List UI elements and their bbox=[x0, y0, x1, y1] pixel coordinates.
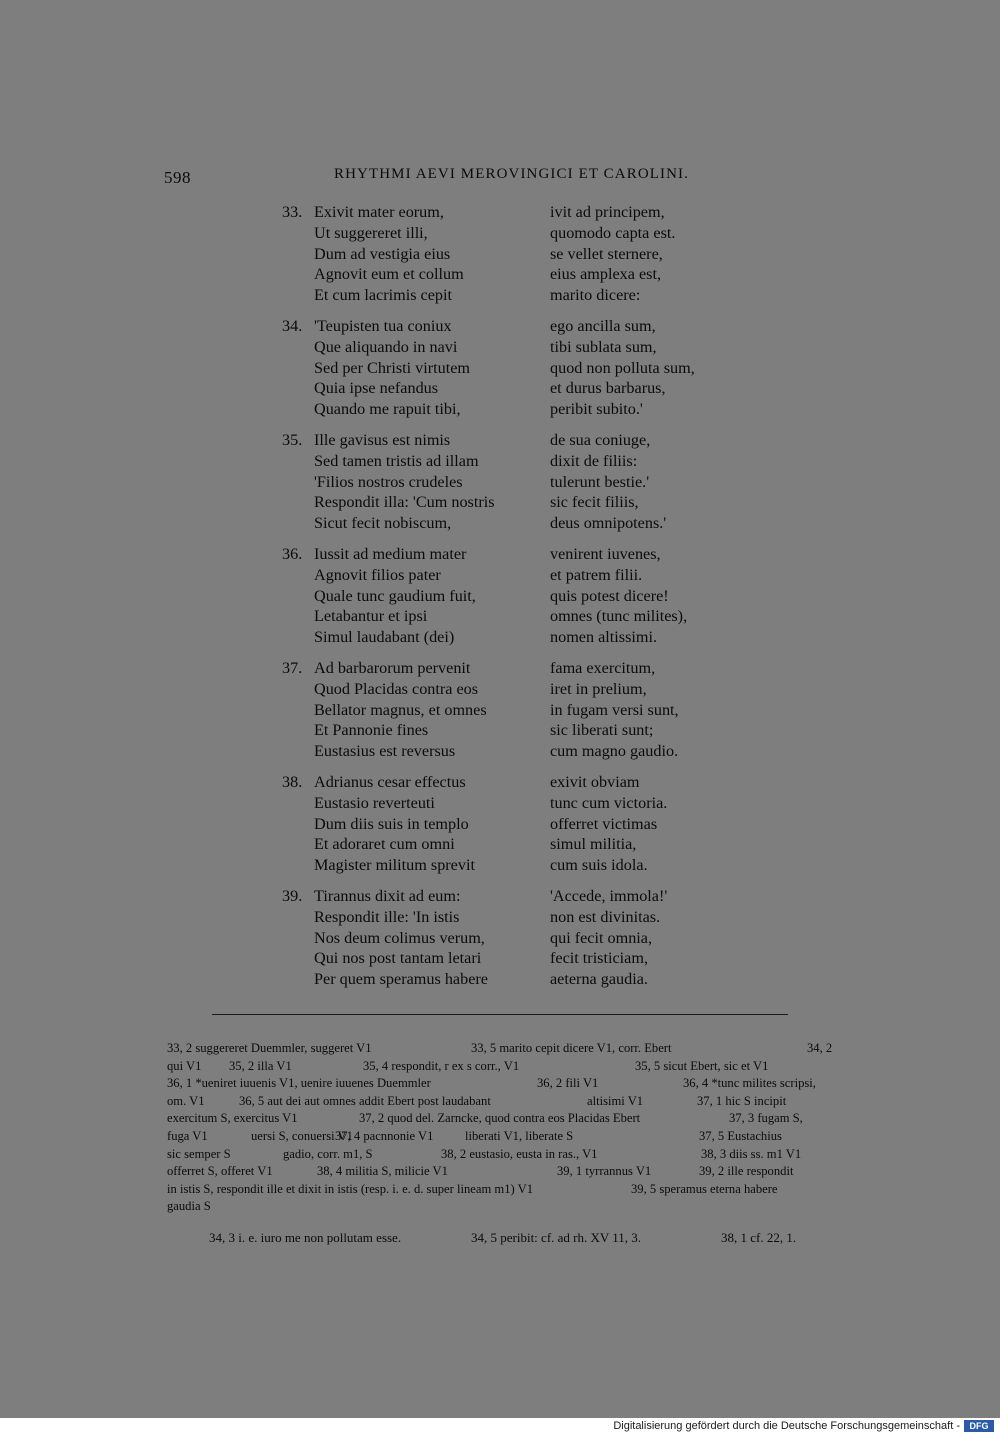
verse-first-half: Et Pannonie fines bbox=[314, 721, 429, 740]
apparatus-entry: liberati V1, liberate S bbox=[465, 1128, 574, 1143]
verse-first-half: Tirannus dixit ad eum: bbox=[314, 886, 461, 905]
apparatus-entry: 37, 3 fugam S, bbox=[729, 1111, 803, 1126]
stanza bbox=[278, 430, 758, 534]
apparatus-line bbox=[167, 1058, 839, 1076]
verse-second-half: cum magno gaudio. bbox=[550, 742, 679, 761]
verse-second-half: venirent iuvenes, bbox=[550, 544, 661, 563]
verse-first-half: Qui nos post tantam letari bbox=[314, 949, 482, 968]
verse-second-half: omnes (tunc milites), bbox=[550, 607, 688, 626]
verse-first-half: Quia ipse nefandus bbox=[314, 379, 439, 398]
verse-first-half: 'Filios nostros crudeles bbox=[314, 472, 463, 491]
verse-first-half: Eustasio reverteuti bbox=[314, 793, 435, 812]
verse-line bbox=[278, 741, 758, 762]
apparatus-entry: fuga V1 bbox=[167, 1128, 208, 1143]
verse-line bbox=[278, 337, 758, 358]
verse-first-half: Exivit mater eorum, bbox=[314, 203, 444, 221]
verse-line bbox=[278, 358, 758, 379]
verse-second-half: marito dicere: bbox=[550, 286, 641, 305]
verse-second-half: in fugam versi sunt, bbox=[550, 700, 679, 719]
apparatus-entry: 36, 5 aut dei aut omnes addit Ebert post laudabant bbox=[239, 1093, 491, 1108]
apparatus-entry: altisimi V1 bbox=[587, 1093, 644, 1108]
apparatus-entry: 36, 2 fili V1 bbox=[537, 1076, 599, 1091]
verse-first-half: Nos deum colimus verum, bbox=[314, 928, 485, 947]
verse-first-half: Sicut fecit nobiscum, bbox=[314, 514, 452, 533]
apparatus-line bbox=[167, 1181, 839, 1199]
verse-second-half: iret in prelium, bbox=[550, 679, 647, 698]
stanza bbox=[278, 202, 758, 306]
verse-first-half: Respondit illa: 'Cum nostris bbox=[314, 493, 495, 512]
apparatus-line bbox=[167, 1146, 839, 1164]
page-number: 598 bbox=[164, 168, 191, 187]
apparatus-entry: 37, 2 quod del. Zarncke, quod contra eos Placidas Ebert bbox=[359, 1111, 641, 1126]
verse-first-half: Bellator magnus, et omnes bbox=[314, 700, 487, 719]
commentary-notes bbox=[209, 1230, 829, 1247]
apparatus-line bbox=[167, 1110, 839, 1128]
verse-line bbox=[278, 264, 758, 285]
verse-line bbox=[278, 793, 758, 814]
dfg-logo: DFG bbox=[964, 1420, 994, 1432]
note: 34, 3 i. e. iuro me non pollutam esse. bbox=[209, 1230, 402, 1245]
verse-line bbox=[278, 928, 758, 949]
note: 38, 1 cf. 22, 1. bbox=[721, 1230, 797, 1245]
verse-line bbox=[278, 244, 758, 265]
verse-line bbox=[278, 202, 758, 223]
verse-second-half: sic fecit filiis, bbox=[550, 493, 639, 512]
apparatus-entry: 36, 1 *ueniret iuuenis V1, uenire iuuenes Duemmler bbox=[167, 1076, 431, 1091]
apparatus-entry: 37, 4 pacnnonie V1 bbox=[335, 1128, 434, 1143]
apparatus-line bbox=[167, 1198, 839, 1216]
verse-line bbox=[278, 513, 758, 534]
poem-text bbox=[278, 202, 758, 1000]
verse-line bbox=[278, 834, 758, 855]
verse-second-half: quod non polluta sum, bbox=[550, 358, 695, 377]
stanza-number: 37. bbox=[282, 658, 303, 677]
verse-first-half: Que aliquando in navi bbox=[314, 337, 458, 356]
verse-second-half: se vellet sternere, bbox=[550, 244, 663, 263]
verse-second-half: nomen altissimi. bbox=[550, 628, 658, 647]
running-title: RHYTHMI AEVI MEROVINGICI ET CAROLINI. bbox=[334, 166, 689, 182]
verse-second-half: peribit subito.' bbox=[550, 400, 643, 419]
verse-second-half: non est divinitas. bbox=[550, 907, 661, 926]
verse-second-half: offerret victimas bbox=[550, 814, 658, 833]
verse-first-half: Quale tunc gaudium fuit, bbox=[314, 586, 476, 605]
apparatus-line bbox=[167, 1040, 839, 1058]
stanza-number: 38. bbox=[282, 772, 303, 791]
stanza bbox=[278, 544, 758, 648]
verse-line bbox=[278, 223, 758, 244]
verse-line bbox=[278, 378, 758, 399]
verse-first-half: Dum diis suis in templo bbox=[314, 814, 469, 833]
apparatus-entry: 38, 2 eustasio, eusta in ras., V1 bbox=[441, 1146, 598, 1161]
verse-line bbox=[278, 399, 758, 420]
stanza bbox=[278, 316, 758, 420]
apparatus-line bbox=[167, 1163, 839, 1181]
verse-line bbox=[278, 886, 758, 907]
verse-first-half: Ad barbarorum pervenit bbox=[314, 658, 471, 677]
verse-second-half: simul militia, bbox=[550, 835, 637, 854]
verse-line bbox=[278, 285, 758, 306]
verse-line bbox=[278, 316, 758, 337]
verse-first-half: Magister militum sprevit bbox=[314, 856, 475, 875]
verse-second-half: de sua coniuge, bbox=[550, 430, 651, 449]
apparatus-line bbox=[167, 1093, 839, 1111]
verse-line bbox=[278, 492, 758, 513]
verse-second-half: cum suis idola. bbox=[550, 856, 648, 875]
apparatus-entry: 35, 2 illa V1 bbox=[229, 1058, 292, 1073]
verse-line bbox=[278, 907, 758, 928]
verse-line bbox=[278, 969, 758, 990]
apparatus-entry: 37, 1 hic S incipit bbox=[697, 1093, 787, 1108]
apparatus-entry: om. V1 bbox=[167, 1093, 205, 1108]
verse-line bbox=[278, 472, 758, 493]
verse-second-half: aeterna gaudia. bbox=[550, 970, 648, 989]
verse-first-half: Agnovit eum et collum bbox=[314, 265, 464, 284]
verse-first-half: Ut suggereret illi, bbox=[314, 223, 428, 242]
apparatus-entry: gaudia S bbox=[167, 1199, 211, 1214]
stanza-number: 34. bbox=[282, 316, 303, 335]
verse-first-half: 'Teupisten tua coniux bbox=[314, 316, 452, 335]
verse-line bbox=[278, 948, 758, 969]
verse-second-half: 'Accede, immola!' bbox=[550, 886, 668, 905]
verse-line bbox=[278, 430, 758, 451]
apparatus-entry: 38, 3 diis ss. m1 V1 bbox=[701, 1146, 802, 1161]
apparatus-entry: 37, 5 Eustachius bbox=[699, 1128, 782, 1143]
verse-line bbox=[278, 855, 758, 876]
apparatus-entry: 39, 2 ille respondit bbox=[699, 1164, 794, 1179]
verse-first-half: Ille gavisus est nimis bbox=[314, 430, 451, 449]
verse-line bbox=[278, 606, 758, 627]
apparatus-entry: 34, 2 bbox=[807, 1041, 833, 1055]
apparatus-entry: 36, 4 *tunc milites scripsi, bbox=[683, 1076, 816, 1091]
verse-line bbox=[278, 586, 758, 607]
verse-second-half: deus omnipotens.' bbox=[550, 514, 667, 533]
verse-line bbox=[278, 772, 758, 793]
apparatus-entry: offerret S, offeret V1 bbox=[167, 1164, 273, 1179]
apparatus-entry: exercitum S, exercitus V1 bbox=[167, 1111, 298, 1126]
apparatus-entry: 33, 2 suggereret Duemmler, suggeret V1 bbox=[167, 1041, 372, 1055]
note: 34, 5 peribit: cf. ad rh. XV 11, 3. bbox=[471, 1230, 642, 1245]
verse-first-half: Quod Placidas contra eos bbox=[314, 679, 479, 698]
verse-second-half: ivit ad principem, bbox=[550, 203, 665, 221]
verse-first-half: Agnovit filios pater bbox=[314, 565, 441, 584]
apparatus-entry: qui V1 bbox=[167, 1058, 202, 1073]
apparatus-entry: sic semper S bbox=[167, 1146, 231, 1161]
stanza-number: 36. bbox=[282, 544, 303, 563]
apparatus-entry: 39, 5 speramus eterna habere bbox=[631, 1181, 778, 1196]
verse-line bbox=[278, 814, 758, 835]
verse-first-half: Sed tamen tristis ad illam bbox=[314, 451, 479, 470]
verse-first-half: Eustasius est reversus bbox=[314, 742, 456, 761]
stanza-number: 33. bbox=[282, 203, 303, 221]
verse-second-half: et durus barbarus, bbox=[550, 379, 666, 398]
verse-first-half: Dum ad vestigia eius bbox=[314, 244, 451, 263]
stanza bbox=[278, 886, 758, 990]
funding-credit: Digitalisierung gefördert durch die Deutsche Forschungsgemeinschaft - bbox=[613, 1420, 960, 1432]
apparatus-entry: uersi S, conuersi V1 bbox=[251, 1128, 353, 1143]
apparatus-entry: 38, 4 militia S, milicie V1 bbox=[317, 1164, 448, 1179]
apparatus-entry: 35, 5 sicut Ebert, sic et V1 bbox=[635, 1058, 769, 1073]
verse-second-half: exivit obviam bbox=[550, 772, 640, 791]
verse-second-half: fecit tristiciam, bbox=[550, 949, 648, 968]
verse-first-half: Simul laudabant (dei) bbox=[314, 628, 455, 647]
apparatus-entry: 33, 5 marito cepit dicere V1, corr. Ebert bbox=[471, 1041, 672, 1055]
verse-line bbox=[278, 700, 758, 721]
verse-first-half: Letabantur et ipsi bbox=[314, 607, 428, 626]
verse-second-half: quomodo capta est. bbox=[550, 223, 676, 242]
verse-second-half: qui fecit omnia, bbox=[550, 928, 653, 947]
verse-first-half: Et cum lacrimis cepit bbox=[314, 286, 452, 305]
verse-second-half: dixit de filiis: bbox=[550, 451, 638, 470]
verse-second-half: tunc cum victoria. bbox=[550, 793, 668, 812]
stanza bbox=[278, 658, 758, 762]
footer-bar bbox=[0, 1418, 1000, 1434]
verse-first-half: Et adoraret cum omni bbox=[314, 835, 455, 854]
verse-first-half: Sed per Christi virtutem bbox=[314, 358, 471, 377]
verse-first-half: Iussit ad medium mater bbox=[314, 544, 467, 563]
verse-second-half: eius amplexa est, bbox=[550, 265, 662, 284]
verse-line bbox=[278, 679, 758, 700]
verse-first-half: Adrianus cesar effectus bbox=[314, 772, 466, 791]
apparatus-entry: gadio, corr. m1, S bbox=[283, 1146, 373, 1161]
stanza-number: 39. bbox=[282, 886, 303, 905]
verse-line bbox=[278, 451, 758, 472]
verse-second-half: fama exercitum, bbox=[550, 658, 656, 677]
verse-second-half: quis potest dicere! bbox=[550, 586, 669, 605]
verse-first-half: Respondit ille: 'In istis bbox=[314, 907, 460, 926]
footnote-separator-rule bbox=[212, 1014, 788, 1015]
verse-line bbox=[278, 565, 758, 586]
apparatus-entry: 39, 1 tyrrannus V1 bbox=[557, 1164, 652, 1179]
verse-line bbox=[278, 627, 758, 648]
apparatus-entry: 35, 4 respondit, r ex s corr., V1 bbox=[363, 1058, 520, 1073]
verse-second-half: tibi sublata sum, bbox=[550, 337, 657, 356]
stanza-number: 35. bbox=[282, 430, 303, 449]
verse-second-half: ego ancilla sum, bbox=[550, 316, 656, 335]
apparatus-line bbox=[167, 1128, 839, 1146]
verse-line bbox=[278, 720, 758, 741]
critical-apparatus bbox=[167, 1040, 839, 1216]
apparatus-line bbox=[167, 1075, 839, 1093]
verse-first-half: Per quem speramus habere bbox=[314, 970, 488, 989]
verse-second-half: tulerunt bestie.' bbox=[550, 472, 650, 491]
apparatus-entry: in istis S, respondit ille et dixit in istis (resp. i. e. d. super lineam m1) V1 bbox=[167, 1181, 534, 1196]
verse-line bbox=[278, 544, 758, 565]
stanza bbox=[278, 772, 758, 876]
verse-second-half: et patrem filii. bbox=[550, 565, 643, 584]
verse-second-half: sic liberati sunt; bbox=[550, 721, 654, 740]
verse-first-half: Quando me rapuit tibi, bbox=[314, 400, 461, 419]
verse-line bbox=[278, 658, 758, 679]
